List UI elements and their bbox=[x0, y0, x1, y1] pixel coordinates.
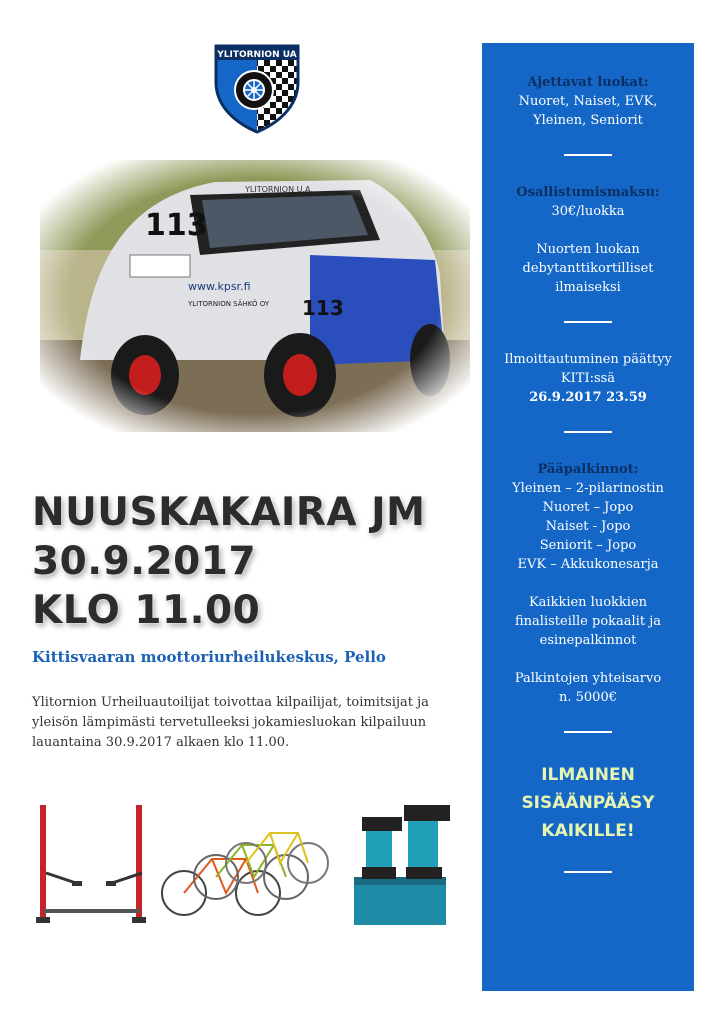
prize-item: EVK – Akkukonesarja bbox=[517, 557, 659, 572]
registration-line-2: KITI:ssä bbox=[560, 371, 616, 386]
registration-deadline: 26.9.2017 23.59 bbox=[529, 390, 647, 405]
free-entry-line-2: SISÄÄNPÄÄSY bbox=[521, 793, 655, 813]
prize-value-line-2: n. 5000€ bbox=[559, 690, 617, 705]
divider bbox=[564, 321, 612, 323]
event-description: Ylitornion Urheiluautoilijat toivottaa kilpailijat, toimitsijat ja yleisön lämpimästi tervetulleeksi jokamiesluokan kilpailuun lauantaina 30.9.2017 alkaen klo 11.00. bbox=[32, 695, 429, 750]
classes-section bbox=[482, 73, 694, 130]
classes-line-1: Nuoret, Naiset, EVK, bbox=[518, 94, 658, 109]
prize-item: Nuoret – Jopo bbox=[542, 500, 634, 515]
finalists-line-1: Kaikkien luokkien bbox=[528, 595, 648, 610]
youth-line-2: debytanttikortilliset bbox=[522, 261, 654, 276]
prize-item: Seniorit – Jopo bbox=[539, 538, 637, 553]
drill-set-image bbox=[354, 805, 450, 925]
free-entry-line-1: ILMAINEN bbox=[541, 765, 635, 785]
event-date: 30.9.2017 bbox=[32, 539, 257, 584]
free-entry-line-3: KAIKILLE! bbox=[541, 821, 635, 841]
registration-section bbox=[482, 350, 694, 407]
prizes-title: Pääpalkinnot: bbox=[537, 462, 639, 477]
finalists-line-3: esinepalkinnot bbox=[539, 633, 637, 648]
event-headline bbox=[32, 488, 426, 635]
prize-value-line-1: Palkintojen yhteisarvo bbox=[514, 671, 662, 686]
logo-text: YLITORNION UA bbox=[217, 50, 297, 60]
prizes-section bbox=[482, 460, 694, 707]
divider bbox=[564, 431, 612, 433]
prize-images bbox=[36, 795, 456, 930]
event-venue: Kittisvaaran moottoriurheilukeskus, Pello bbox=[32, 648, 386, 666]
fee-title: Osallistumismaksu: bbox=[516, 185, 660, 200]
prize-item: Yleinen – 2-pilarinostin bbox=[512, 481, 664, 496]
divider bbox=[564, 154, 612, 156]
fee-value: 30€/luokka bbox=[551, 204, 625, 219]
finalists-line-2: finalisteille pokaalit ja bbox=[515, 614, 661, 629]
club-logo bbox=[210, 42, 304, 134]
info-sidebar bbox=[482, 43, 694, 991]
classes-title: Ajettavat luokat: bbox=[527, 75, 649, 90]
youth-line-1: Nuorten luokan bbox=[536, 242, 640, 257]
divider bbox=[564, 731, 612, 733]
youth-line-3: ilmaiseksi bbox=[555, 280, 621, 295]
classes-line-2: Yleinen, Seniorit bbox=[533, 113, 643, 128]
free-entry-section bbox=[482, 761, 694, 845]
event-title: NUUSKAKAIRA JM bbox=[32, 490, 426, 535]
car-lift-image bbox=[36, 805, 146, 923]
divider bbox=[564, 871, 612, 873]
fee-section bbox=[482, 183, 694, 297]
event-time: KLO 11.00 bbox=[32, 588, 261, 633]
bicycles-image bbox=[162, 833, 328, 915]
registration-line-1: Ilmoittautuminen päättyy bbox=[504, 352, 672, 367]
race-car-photo bbox=[40, 160, 470, 432]
prize-item: Naiset - Jopo bbox=[545, 519, 631, 534]
